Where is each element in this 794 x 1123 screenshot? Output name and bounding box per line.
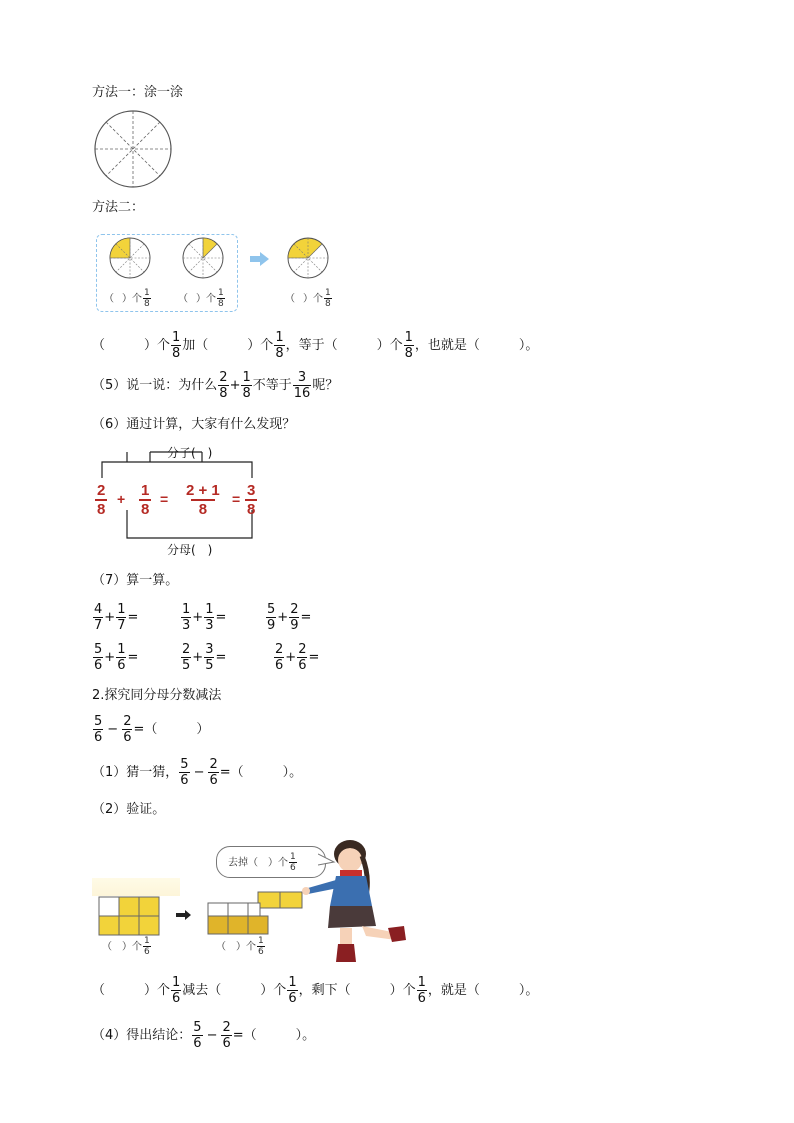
sentence-sixths: （ ）个 $\frac{1}{6}$ 减去（ ）个 $\frac{1}{6}$ ，剩下（ ）个 $\frac{1}{6}$ ，就是（ ）。 <box>92 975 539 1006</box>
sentence-eighths: （ ）个 $\frac{1}{8}$ 加（ ）个 $\frac{1}{8}$ ，等于（ ）个 $\frac{1}{8}$ ，也就是（ ）。 <box>92 330 539 361</box>
speech-bubble-text: 去掉（ ）个 $\frac{1}{6}$ <box>228 852 296 873</box>
arrow-right-icon <box>250 252 270 266</box>
paper-strip-shadow <box>92 878 180 896</box>
pie-one-eighth <box>181 236 227 282</box>
section-2-title: 2.探究同分母分数减法 <box>92 688 222 703</box>
subtraction-expression: $\frac{5}{6}$ − $\frac{2}{6}$ =（ ） <box>94 714 210 745</box>
numerator-label: 分子( ) <box>167 446 213 460</box>
exercise-1: $\frac{4}{7}$ + $\frac{1}{7}$ = <box>94 602 139 633</box>
pie-caption-3: （ ）个 $\frac{1}{8}$ <box>285 288 331 309</box>
question-7: （7）算一算。 <box>92 573 179 588</box>
pie-two-eighths <box>108 236 154 282</box>
diagram-fraction-2-8: $\frac{2}{8}$ <box>97 482 106 518</box>
grid-caption-1: （ ）个 $\frac{1}{6}$ <box>102 936 150 957</box>
pie-blank-eighths <box>92 108 176 192</box>
pie-caption-1: （ ）个 $\frac{1}{8}$ <box>104 288 150 309</box>
pie-three-eighths <box>286 236 332 282</box>
grid-five-sixths <box>98 896 162 936</box>
arrow-right-dark-icon <box>176 910 192 920</box>
grid-caption-2: （ ）个 $\frac{1}{6}$ <box>216 936 264 957</box>
exercise-6: $\frac{2}{6}$ + $\frac{2}{6}$ = <box>275 642 320 673</box>
diagram-equals-1: = <box>160 491 169 507</box>
pie-caption-2: （ ）个 $\frac{1}{8}$ <box>178 288 224 309</box>
question-2-verify: （2）验证。 <box>92 802 166 817</box>
exercise-5: $\frac{2}{5}$ + $\frac{3}{5}$ = <box>182 642 227 673</box>
diagram-equals-2: = <box>232 491 241 507</box>
diagram-fraction-sum: $\frac{2 + 1}{8}$ <box>186 482 220 518</box>
method2-label: 方法二： <box>92 200 145 215</box>
girl-illustration <box>300 836 410 966</box>
question-6: （6）通过计算，大家有什么发现？ <box>92 417 296 432</box>
exercise-4: $\frac{5}{6}$ + $\frac{1}{6}$ = <box>94 642 139 673</box>
denominator-label: 分母( ) <box>167 543 213 557</box>
diagram-fraction-3-8: $\frac{3}{8}$ <box>247 482 256 518</box>
question-4-conclusion: （4）得出结论： $\frac{5}{6}$ − $\frac{2}{6}$ =（ ）。 <box>92 1020 316 1051</box>
question-5: （5）说一说：为什么 $\frac{2}{8}$ + $\frac{1}{8}$ 不等于 $\frac{3}{16}$ 呢？ <box>92 370 339 401</box>
grid-remaining-sixths <box>206 890 306 936</box>
exercise-3: $\frac{5}{9}$ + $\frac{2}{9}$ = <box>267 602 312 633</box>
diagram-fraction-1-8: $\frac{1}{8}$ <box>141 482 150 518</box>
exercise-2: $\frac{1}{3}$ + $\frac{1}{3}$ = <box>182 602 227 633</box>
method1-label: 方法一：涂一涂 <box>92 85 184 100</box>
question-1-guess: （1）猜一猜， $\frac{5}{6}$ − $\frac{2}{6}$ =（ ）。 <box>92 757 303 788</box>
diagram-plus: + <box>117 491 126 507</box>
